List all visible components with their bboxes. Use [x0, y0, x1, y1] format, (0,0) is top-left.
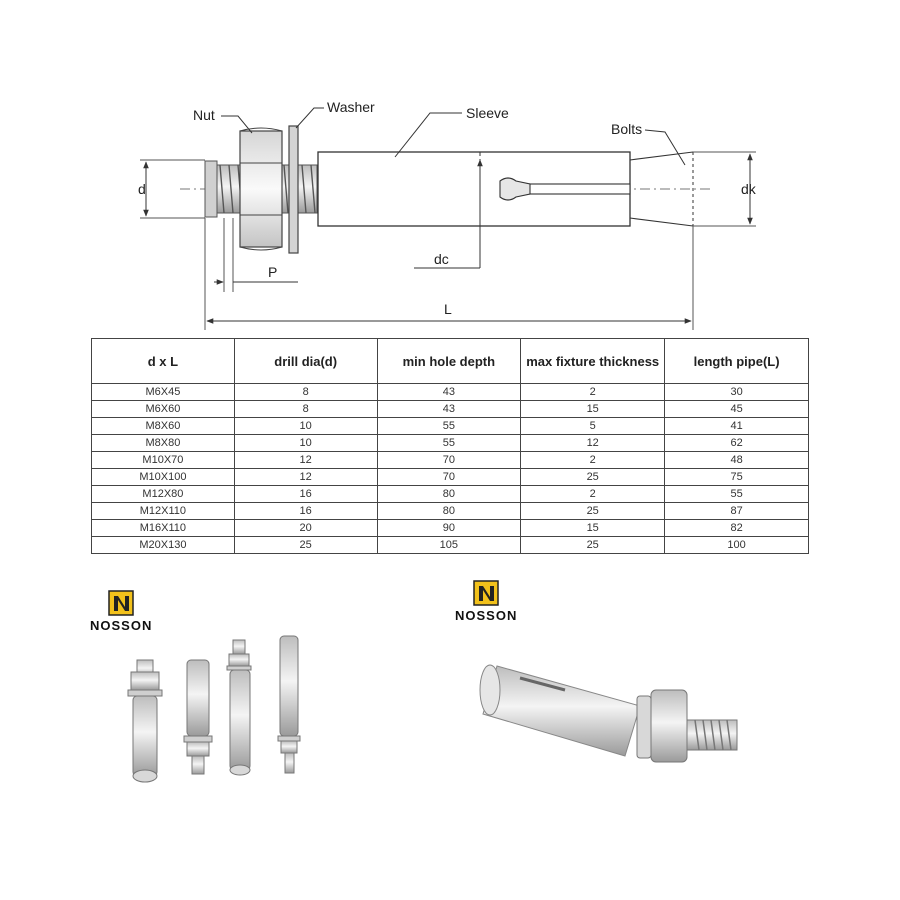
cell-min-hole-depth: 55: [377, 418, 521, 435]
cell-max-fixture-thickness: 25: [521, 503, 665, 520]
cell-length-pipe: 75: [665, 469, 809, 486]
cell-size: M12X110: [92, 503, 235, 520]
anchor-bolt-photo-1: [128, 660, 162, 782]
anchor-bolt-photo-4: [278, 636, 300, 773]
cell-drill-dia: 16: [234, 503, 377, 520]
anchor-bolt-closeup: [480, 665, 737, 762]
anchor-bolt-photo-2: [184, 660, 212, 774]
sleeve: [318, 152, 630, 226]
washer: [289, 126, 298, 253]
cell-min-hole-depth: 70: [377, 452, 521, 469]
brand-name-closeup: NOSSON: [455, 608, 518, 623]
cell-max-fixture-thickness: 2: [521, 384, 665, 401]
cell-size: M20X130: [92, 537, 235, 554]
cell-drill-dia: 12: [234, 452, 377, 469]
dk-label: dk: [741, 181, 756, 197]
header-min-hole-depth: min hole depth: [377, 339, 521, 384]
cell-size: M8X80: [92, 435, 235, 452]
cell-max-fixture-thickness: 12: [521, 435, 665, 452]
cell-min-hole-depth: 80: [377, 503, 521, 520]
cell-drill-dia: 20: [234, 520, 377, 537]
table-row: [92, 435, 809, 452]
product-photo-group: [90, 578, 345, 840]
nut-label: Nut: [193, 107, 215, 123]
cell-length-pipe: 30: [665, 384, 809, 401]
cell-drill-dia: 10: [234, 418, 377, 435]
cell-min-hole-depth: 43: [377, 401, 521, 418]
table-row: [92, 486, 809, 503]
brand-name: NOSSON: [90, 618, 153, 633]
cell-drill-dia: 25: [234, 537, 377, 554]
cell-max-fixture-thickness: 2: [521, 452, 665, 469]
cell-drill-dia: 8: [234, 401, 377, 418]
table-row: [92, 469, 809, 486]
cell-min-hole-depth: 105: [377, 537, 521, 554]
bolts-label: Bolts: [611, 121, 643, 137]
anchor-bolt-technical-drawing: [0, 0, 900, 340]
cell-length-pipe: 87: [665, 503, 809, 520]
cell-size: M16X110: [92, 520, 235, 537]
header-max-fixture-thickness: max fixture thickness: [521, 339, 665, 384]
cell-max-fixture-thickness: 2: [521, 486, 665, 503]
cell-drill-dia: 16: [234, 486, 377, 503]
cell-min-hole-depth: 80: [377, 486, 521, 503]
header-size: d x L: [92, 339, 235, 384]
cell-drill-dia: 8: [234, 384, 377, 401]
cell-drill-dia: 10: [234, 435, 377, 452]
header-drill-dia: drill dia(d): [234, 339, 377, 384]
cell-size: M8X60: [92, 418, 235, 435]
cell-max-fixture-thickness: 15: [521, 401, 665, 418]
sleeve-label: Sleeve: [466, 105, 509, 121]
header-length-pipe: length pipe(L): [665, 339, 809, 384]
cell-size: M6X60: [92, 401, 235, 418]
washer-label: Washer: [327, 99, 375, 115]
l-label: L: [444, 301, 452, 317]
table-row: [92, 537, 809, 554]
bolts-leader: [645, 130, 685, 165]
d-label: d: [138, 181, 146, 197]
sleeve-leader: [395, 113, 462, 157]
cell-size: M12X80: [92, 486, 235, 503]
table-row: [92, 384, 809, 401]
table-row: [92, 452, 809, 469]
cell-length-pipe: 45: [665, 401, 809, 418]
cell-length-pipe: 100: [665, 537, 809, 554]
product-photo-closeup: [445, 578, 850, 840]
cell-max-fixture-thickness: 5: [521, 418, 665, 435]
table-row: [92, 503, 809, 520]
cell-size: M10X70: [92, 452, 235, 469]
cell-max-fixture-thickness: 25: [521, 537, 665, 554]
cell-min-hole-depth: 55: [377, 435, 521, 452]
cell-length-pipe: 41: [665, 418, 809, 435]
cell-size: M6X45: [92, 384, 235, 401]
cell-min-hole-depth: 90: [377, 520, 521, 537]
cell-length-pipe: 62: [665, 435, 809, 452]
table-header-row: [92, 339, 809, 384]
cell-drill-dia: 12: [234, 469, 377, 486]
cell-size: M10X100: [92, 469, 235, 486]
table-row: [92, 520, 809, 537]
nut: [240, 128, 282, 250]
cell-min-hole-depth: 43: [377, 384, 521, 401]
cell-length-pipe: 48: [665, 452, 809, 469]
cell-length-pipe: 55: [665, 486, 809, 503]
cell-max-fixture-thickness: 25: [521, 469, 665, 486]
cell-length-pipe: 82: [665, 520, 809, 537]
spec-table: [91, 338, 809, 554]
cell-max-fixture-thickness: 15: [521, 520, 665, 537]
table-row: [92, 401, 809, 418]
washer-leader: [296, 108, 324, 128]
table-row: [92, 418, 809, 435]
dc-label: dc: [434, 251, 449, 267]
anchor-bolt-photo-3: [227, 640, 251, 775]
p-label: P: [268, 264, 278, 280]
cell-min-hole-depth: 70: [377, 469, 521, 486]
